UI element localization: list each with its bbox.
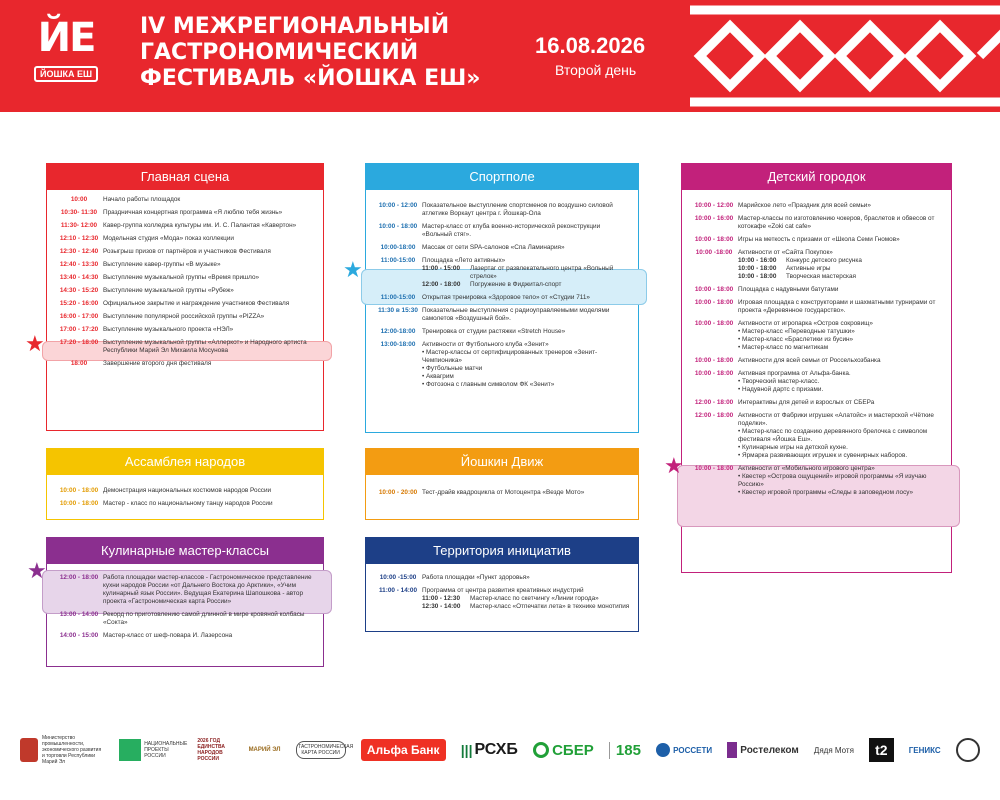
row-desc [103, 611, 315, 627]
initiatives-card [365, 537, 639, 632]
row-desc [738, 320, 943, 352]
row-desc-text: Тест-драйв квадроцикла от Мотоцентра «Везде Мото» [422, 489, 585, 496]
sub-row [422, 281, 630, 289]
sponsor-label: НАЦИОНАЛЬНЫЕ ПРОЕКТЫ РОССИИ [144, 741, 188, 759]
sponsor-label: 2026 ГОД ЕДИНСТВА НАРОДОВ РОССИИ [197, 738, 225, 762]
schedule-row [374, 587, 630, 611]
rostelecom-icon [727, 742, 737, 758]
row-time: 14:00 - 15:00 [59, 632, 99, 639]
row-desc-text: Работа площадки «Пункт здоровья» [422, 574, 530, 581]
row-desc-text: Выступление музыкального проекта «НЭЛ» [103, 326, 234, 333]
row-time: 12:00 - 18:00 [694, 399, 734, 406]
sub-row [738, 273, 943, 281]
sub-row [422, 603, 630, 611]
sponsor-t2 [869, 738, 893, 762]
sponsor-mariy [249, 747, 281, 753]
row-desc [738, 299, 943, 315]
sub-time: 11:00 - 15:00 [422, 265, 461, 272]
schedule-row [55, 287, 315, 295]
yoshkin-card [365, 448, 639, 520]
schedule-row [55, 360, 315, 368]
row-desc [103, 339, 315, 355]
row-desc [738, 215, 943, 231]
row-time: 18:00 [70, 360, 88, 367]
row-desc-text: Праздничная концертная программа «Я люблю тебя жизнь» [103, 209, 283, 216]
bullet-item: • Творческий мастер-класс. [738, 378, 943, 386]
schedule-row [374, 574, 630, 582]
schedule-list [366, 190, 638, 398]
sponsor-label: СБЕР [552, 741, 594, 759]
row-desc-text: Начало работы площадок [103, 196, 181, 203]
row-time: 12:40 - 13:30 [59, 261, 99, 268]
row-desc-text: Работа площадки мастер-классов - Гастрономическое представление кухни народов России «от Дальнего Востока до Арктики», «Учим кулинарный язык России». Ведущая Екатерина Шапошкова - автор проекта «Гастрономическая карта России» [103, 574, 312, 605]
sponsor-alfa [361, 739, 446, 761]
row-desc-text: Активности от Фабрики игрушек «Алатойс» и мастерской «Чёткие поделки». [738, 412, 934, 427]
row-desc-text: Мастер-класс от шеф-повара И. Лазерсона [103, 632, 233, 639]
sponsor-ministry [20, 735, 104, 765]
row-desc-text: Площадка «Лето активных» [422, 257, 506, 264]
schedule-row [374, 244, 630, 252]
row-desc [738, 202, 943, 210]
row-desc [422, 341, 630, 389]
row-desc-text: Программа от центра развития креативных индустрий [422, 587, 584, 594]
row-time: 16:00 - 17:00 [59, 313, 99, 320]
title-line: ГАСТРОНОМИЧЕСКИЙ [140, 40, 419, 65]
sub-row [422, 265, 630, 281]
row-desc-text: Активности от Футбольного клуба «Зенит» [422, 341, 549, 348]
sponsor-projects [119, 739, 188, 761]
row-time: 10:00 - 18:00 [694, 320, 734, 327]
schedule-row [374, 294, 630, 302]
row-desc-text: Рекорд по приготовлению самой длинной в мире кровяной колбасы «Сокта» [103, 611, 305, 626]
schedule-row [55, 313, 315, 321]
row-desc-text: Открытая тренировка «Здоровое тело» от «Студии 711» [422, 294, 590, 301]
bullet-item: • Футбольные матчи [422, 365, 630, 373]
row-time: 12:00 - 18:00 [59, 574, 99, 581]
bullet-item: • Фотозона с главным символом ФК «Зенит» [422, 381, 630, 389]
sub-time: 10:00 - 18:00 [738, 265, 777, 272]
logo-mark: ЙЕ [37, 15, 95, 61]
bullet-item: • Ярмарка развивающих игрушек и сувенирных наборов. [738, 452, 943, 460]
row-time: 14:30 - 15:20 [59, 287, 99, 294]
schedule-row [690, 299, 943, 315]
sub-desc: Конкурс детского рисунка [786, 257, 862, 264]
schedule-row [55, 209, 315, 217]
row-desc-text: Демонстрация национальных костюмов народов России [103, 487, 272, 494]
sponsor-label: Ростелеком [740, 744, 799, 756]
schedule-row [690, 286, 943, 294]
sponsor-label: ГЕНИКС [908, 745, 941, 755]
sub-row [422, 595, 630, 603]
logo-sub: ЙОШКА ЕШ [34, 66, 98, 82]
sponsor-sber [533, 742, 594, 759]
row-desc-text: Активности от «Мобильного игрового центра» [738, 465, 875, 472]
row-time: 12:00-18:00 [380, 328, 416, 335]
schedule-row [374, 223, 630, 239]
card-title: Территория инициатив [366, 538, 638, 564]
row-time: 10:00 - 12:00 [694, 202, 734, 209]
sponsor-rostelecom [727, 742, 798, 758]
row-time: 17:00 - 17:20 [59, 326, 99, 333]
row-time: 17:20 - 18:00 [59, 339, 99, 346]
sub-desc: Погружение в Фиджитал-спорт [470, 281, 562, 288]
row-desc [422, 574, 630, 582]
festival-logo [30, 15, 102, 90]
row-desc [422, 328, 630, 336]
row-time: 10:00 - 20:00 [378, 489, 418, 496]
bullet-item: • Мастер-класс по созданию деревянного брелочка с символом фестиваля «Йошка Еш». [738, 428, 943, 444]
row-time: 10:00-18:00 [380, 244, 416, 251]
bullet-item: • Мастер-класс «Браслетики из бусин» [738, 336, 943, 344]
row-time: 10:00 -18:00 [695, 249, 733, 256]
sponsor-geniks [909, 746, 941, 755]
row-time: 10:00 - 18:00 [59, 487, 99, 494]
row-desc-text: Активности от «Сайта Покупок» [738, 249, 833, 256]
schedule-row [55, 487, 315, 495]
sponsor-rshb [461, 741, 518, 759]
schedule-row [374, 257, 630, 289]
row-desc-text: Мастер - класс по национальному танцу народов России [103, 500, 273, 507]
main-stage-card [46, 163, 324, 431]
schedule-row [690, 236, 943, 244]
row-desc [103, 574, 315, 606]
sub-row [738, 265, 943, 273]
sber-icon [533, 742, 549, 758]
row-desc [103, 209, 315, 217]
schedule-row [374, 341, 630, 389]
sub-time: 11:00 - 12:30 [422, 595, 461, 602]
row-desc [422, 489, 630, 497]
bullet-item: • Мастер-класс по магнитикам [738, 344, 943, 352]
bullet-item: • Надувной дартс с призами. [738, 386, 943, 394]
culinary-card [46, 537, 324, 667]
row-desc [422, 307, 630, 323]
row-desc-text: Активности от игропарка «Остров сокровищ» [738, 320, 873, 327]
bullet-item: • Квестер игровой программы «Следы в заповедном лосу» [738, 489, 943, 497]
row-desc [103, 326, 315, 334]
row-time: 10:00 - 18:00 [694, 370, 734, 377]
row-time: 10:00 - 18:00 [694, 465, 734, 472]
star-icon: ★ [343, 257, 363, 282]
row-desc-text: Завершение второго дня фестиваля [103, 360, 212, 367]
sub-time: 12:30 - 14:00 [422, 603, 461, 610]
row-time: 12:10 - 12:30 [59, 235, 99, 242]
schedule-row [55, 326, 315, 334]
star-icon: ★ [25, 331, 45, 356]
sport-card [365, 163, 639, 433]
sponsor-label: Альфа Банк [361, 739, 446, 761]
card-title: Спортполе [366, 164, 638, 190]
row-time: 10:30- 11:30 [60, 209, 98, 216]
row-desc [103, 196, 315, 204]
row-desc-text: Интерактивы для детей и взрослых от СБЕРа [738, 399, 875, 406]
seal-icon [956, 738, 980, 762]
schedule-list [47, 475, 323, 517]
bullet-item: • Квестер «Острова ощущений» игровой программы «Я изучаю Россию» [738, 473, 943, 489]
schedule-row [55, 222, 315, 230]
schedule-row [55, 500, 315, 508]
schedule-row [55, 196, 315, 204]
row-desc-text: Выступление популярной российской группы «PIZZA» [103, 313, 265, 320]
bullet-item: • Мастер-классы от сертифицированных тренеров «Зенит-Чемпионика» [422, 349, 630, 365]
row-desc-text: Массаж от сети SPA-салонов «Спа Ламинария» [422, 244, 565, 251]
row-desc-text: Тренировка от студии растяжки «Stretch House» [422, 328, 566, 335]
star-icon: ★ [27, 558, 47, 583]
row-desc [103, 261, 315, 269]
row-desc [738, 286, 943, 294]
rshb-icon: ||| [460, 742, 473, 758]
row-desc-text: Показательное выступление спортсменов по воздушно силовой атлетике Воркаут центра г. Йошкар-Ола [422, 202, 613, 217]
sponsor-label: Министерство промышленности, экономического развития и торговли Республики Марий Эл [42, 735, 102, 765]
row-time: 10:00 - 18:00 [694, 357, 734, 364]
row-desc-text: Выступление кавер-группы «В музыке» [103, 261, 221, 268]
star-icon: ★ [664, 453, 684, 478]
row-time: 10:00 -15:00 [379, 574, 417, 581]
schedule-row [690, 357, 943, 365]
schedule-row [55, 574, 315, 606]
row-desc-text: Мастер-классы по изготовлению чокеров, браслетов и обвесов от котокафе «Zoki cat cafe» [738, 215, 935, 230]
rosseti-icon [656, 743, 670, 757]
bullet-item: • Аквагрим [422, 373, 630, 381]
sub-desc: Мастер-класс «Отпечатки лета» в технике монотипия [470, 603, 630, 610]
row-time: 10:00 - 18:00 [694, 286, 734, 293]
schedule-row [690, 465, 943, 497]
row-desc [422, 257, 630, 289]
row-time: 10:00 - 18:00 [694, 236, 734, 243]
row-desc [103, 360, 315, 368]
row-desc [422, 294, 630, 302]
schedule-row [55, 300, 315, 308]
schedule-row [55, 248, 315, 256]
schedule-row [690, 215, 943, 231]
card-title: Детский городок [682, 164, 951, 190]
sub-desc: Активные игры [786, 265, 831, 272]
festival-day: Второй день [555, 62, 637, 78]
row-time: 12:30 - 12:40 [59, 248, 99, 255]
row-time: 15:20 - 16:00 [59, 300, 99, 307]
row-time: 13:00-18:00 [380, 341, 416, 348]
sponsor-rosseti [656, 743, 712, 757]
row-time: 11:00 - 14:00 [378, 587, 418, 594]
schedule-row [55, 339, 315, 355]
header [0, 0, 1000, 112]
row-time: 13:00 - 14:00 [59, 611, 99, 618]
sponsor-185 [609, 742, 641, 759]
assembly-card [46, 448, 324, 520]
schedule-row [374, 307, 630, 323]
row-desc-text: Выступление музыкальной группы «Рубеж» [103, 287, 234, 294]
sponsors-bar [20, 728, 980, 772]
row-time: 11:30 в 15:30 [378, 307, 418, 314]
row-desc [422, 223, 630, 239]
schedule-row [55, 611, 315, 627]
row-desc [738, 370, 943, 394]
card-title: Йошкин Движ [366, 449, 638, 475]
schedule-list [682, 190, 951, 506]
row-desc [103, 632, 315, 640]
row-time: 10:00 - 16:00 [694, 215, 734, 222]
sponsor-dyadya [814, 746, 854, 755]
coat-of-arms-icon [20, 738, 38, 762]
sponsor-label: t2 [869, 738, 893, 762]
title-line: IV МЕЖРЕГИОНАЛЬНЫЙ [140, 14, 450, 39]
sub-desc: Творческая мастерская [786, 273, 856, 280]
row-desc [738, 236, 943, 244]
sub-time: 12:00 - 18:00 [422, 281, 461, 288]
row-time: 12:00 - 18:00 [694, 412, 734, 419]
row-desc [103, 487, 315, 495]
row-desc-text: Модельная студия «Мода» показ коллекции [103, 235, 234, 242]
row-desc [738, 465, 943, 497]
schedule-row [55, 632, 315, 640]
national-projects-icon [119, 739, 141, 761]
row-time: 10:00 - 18:00 [694, 299, 734, 306]
row-desc-text: Активности для всей семьи от Россельхозбанка [738, 357, 881, 364]
schedule-row [690, 370, 943, 394]
page-title [140, 14, 520, 92]
sponsor-year [197, 738, 233, 762]
row-time: 13:40 - 14:30 [59, 274, 99, 281]
schedule-row [55, 274, 315, 282]
row-desc-text: Официальное закрытие и награждение участников Фестиваля [103, 300, 290, 307]
schedule-row [55, 235, 315, 243]
sponsor-label: РСХБ [474, 741, 518, 758]
sponsor-gastro-map [296, 741, 354, 759]
row-desc-text: Выступление музыкальной группы «Время пришло» [103, 274, 260, 281]
row-desc [103, 248, 315, 256]
schedule-row [690, 412, 943, 460]
row-desc-text: Площадка с надувными батутами [738, 286, 839, 293]
row-desc-text: Марийское лето «Праздник для всей семьи» [738, 202, 871, 209]
row-desc [738, 249, 943, 281]
schedule-row [55, 261, 315, 269]
row-desc [738, 357, 943, 365]
schedule-row [374, 328, 630, 336]
schedule-list [47, 190, 323, 377]
sponsor-seal [956, 738, 980, 762]
bullet-item: • Кулинарные игры на детской кухне. [738, 444, 943, 452]
row-desc [738, 412, 943, 460]
row-time: 10:00 - 12:00 [378, 202, 418, 209]
schedule-row [690, 249, 943, 281]
row-desc [103, 500, 315, 508]
card-title: Кулинарные мастер-классы [47, 538, 323, 564]
row-desc-text: Игры на меткость с призами от «Школа Семи Гномов» [738, 236, 900, 243]
festival-date: 16.08.2026 [535, 33, 646, 58]
row-desc [103, 222, 315, 230]
row-desc-text: Игровая площадка с конструкторами и шахматными турнирами от проекта «Деревянное государство». [738, 299, 936, 314]
schedule-row [374, 489, 630, 497]
schedule-list [366, 564, 638, 620]
sponsor-label: МАРИЙ ЭЛ [248, 747, 281, 753]
sponsor-label: ГАСТРОНОМИЧЕСКАЯ КАРТА РОССИИ [296, 741, 346, 759]
bullet-item: • Мастер-класс «Переводные татушки» [738, 328, 943, 336]
card-title: Главная сцена [47, 164, 323, 190]
row-desc [422, 202, 630, 218]
row-desc [422, 587, 630, 611]
row-desc [103, 313, 315, 321]
sub-row [738, 257, 943, 265]
row-time: 10:00 - 18:00 [59, 500, 99, 507]
row-desc-text: Кавер-группа колледжа культуры им. И. С. Палантая «Кавертон» [103, 222, 297, 229]
row-time: 11:00-15:00 [380, 257, 416, 264]
sponsor-label: 185 [609, 742, 641, 759]
row-time: 11:00-15:00 [380, 294, 416, 301]
row-desc-text: Мастер-класс от клуба военно-исторической реконструкции «Вольный стяг». [422, 223, 601, 238]
row-desc [103, 235, 315, 243]
row-desc-text: Выступление музыкальной группы «Аллеркот» и Народного артиста Республики Марий Эл Михаила Мосунова [103, 339, 307, 354]
sub-time: 10:00 - 16:00 [738, 257, 777, 264]
row-time: 11:30- 12:00 [60, 222, 98, 229]
row-desc-text: Показательные выступления с радиоуправляемыми моделями самолетов «Воздушный бой». [422, 307, 610, 322]
sub-desc: Лазертаг от развлекательного центра «Вольный стрелок» [470, 265, 614, 280]
row-desc-text: Розыгрыш призов от партнёров и участников Фестиваля [103, 248, 271, 255]
ornament-icon [690, 0, 1000, 112]
row-desc [738, 399, 943, 407]
title-line: ФЕСТИВАЛЬ «ЙОШКА ЕШ» [140, 66, 481, 91]
row-desc-text: Активная программа от Альфа-банка. [738, 370, 851, 377]
row-desc [103, 300, 315, 308]
sub-desc: Мастер-класс по скетчингу «Линии города» [470, 595, 599, 602]
card-title: Ассамблея народов [47, 449, 323, 475]
schedule-row [690, 320, 943, 352]
row-desc [422, 244, 630, 252]
schedule-row [690, 202, 943, 210]
schedule-row [374, 202, 630, 218]
row-time: 10:00 - 18:00 [378, 223, 418, 230]
schedule-row [690, 399, 943, 407]
sub-time: 10:00 - 18:00 [738, 273, 777, 280]
row-desc [103, 274, 315, 282]
row-time: 10:00 [70, 196, 88, 203]
schedule-list [366, 475, 638, 506]
row-desc [103, 287, 315, 295]
sponsor-label: РОССЕТИ [673, 745, 713, 755]
sponsor-label: Дядя Мотя [813, 745, 854, 755]
